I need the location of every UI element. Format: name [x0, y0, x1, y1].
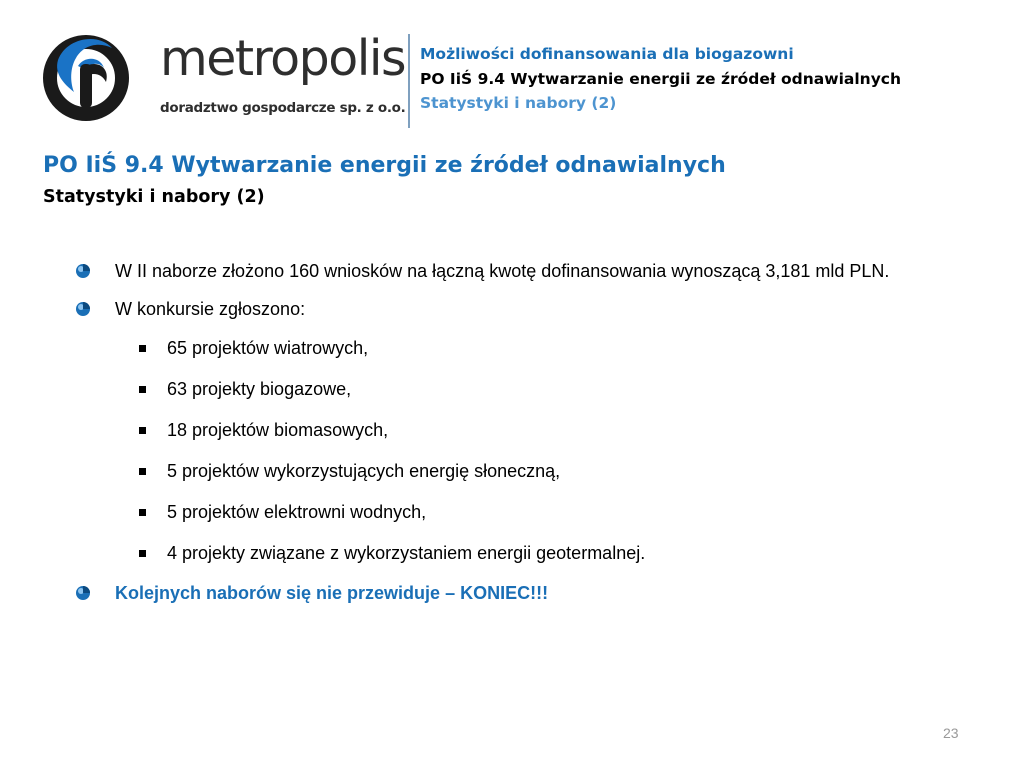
square-bullet-icon [139, 386, 146, 393]
header-divider [408, 34, 410, 128]
square-bullet-icon [139, 550, 146, 557]
sub-bullet-item [75, 451, 990, 492]
square-bullet-icon [139, 345, 146, 352]
blue-sphere-bullet-icon [75, 585, 91, 601]
sub-bullet-item [75, 410, 990, 451]
slide-title: PO IiŚ 9.4 Wytwarzanie energii ze źródeł odnawialnych [43, 153, 726, 178]
bullet-item [75, 574, 990, 612]
sub-bullet-item [75, 533, 990, 574]
header-line-3: Statystyki i nabory (2) [420, 94, 617, 112]
bullet-text: W konkursie zgłoszono: [115, 299, 306, 319]
square-bullet-icon [139, 427, 146, 434]
slide-content [75, 252, 990, 612]
bullet-item [75, 252, 990, 290]
brand-subtitle: doradztwo gospodarcze sp. z o.o. [160, 100, 406, 116]
slide-subtitle: Statystyki i nabory (2) [43, 187, 265, 207]
sub-bullet-text: 5 projektów elektrowni wodnych, [167, 502, 427, 522]
sub-bullet-item [75, 328, 990, 369]
metropolis-logo-icon [40, 32, 136, 122]
sub-bullet-text: 5 projektów wykorzystujących energię słoneczną, [167, 461, 561, 481]
blue-sphere-bullet-icon [75, 301, 91, 317]
page-number: 23 [943, 725, 959, 741]
sub-bullet-text: 18 projektów biomasowych, [167, 420, 389, 440]
bullet-text: W II naborze złożono 160 wniosków na łączną kwotę dofinansowania wynoszącą 3,181 mld PLN. [115, 261, 890, 281]
sub-bullet-text: 63 projekty biogazowe, [167, 379, 352, 399]
brand-name: metropolis [160, 30, 405, 87]
header-line-2: PO IiŚ 9.4 Wytwarzanie energii ze źródeł odnawialnych [420, 70, 902, 88]
sub-bullet-text: 65 projektów wiatrowych, [167, 338, 369, 358]
blue-sphere-bullet-icon [75, 263, 91, 279]
header-line-1: Możliwości dofinansowania dla biogazowni [420, 45, 794, 63]
sub-bullet-item [75, 369, 990, 410]
bullet-item [75, 290, 990, 328]
sub-bullet-item [75, 492, 990, 533]
bullet-text-highlight: Kolejnych naborów się nie przewiduje – KONIEC!!! [115, 583, 549, 603]
sub-bullet-text: 4 projekty związane z wykorzystaniem energii geotermalnej. [167, 543, 646, 563]
square-bullet-icon [139, 468, 146, 475]
square-bullet-icon [139, 509, 146, 516]
